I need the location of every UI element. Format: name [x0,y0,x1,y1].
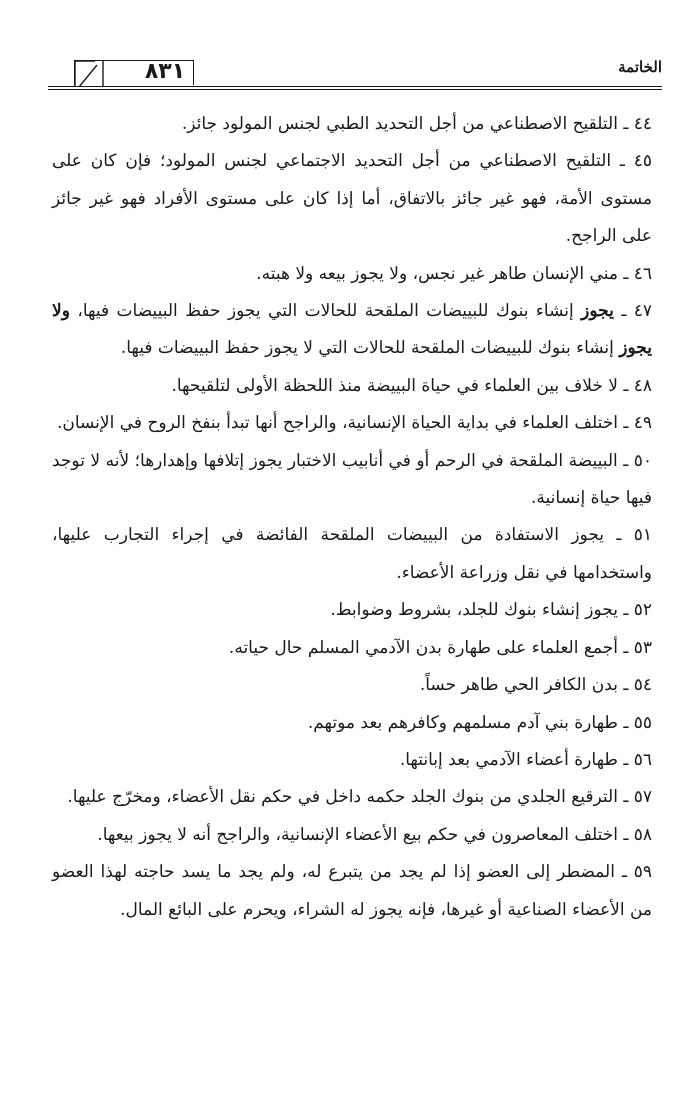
list-item: ٥٩ ـ المضطر إلى العضو إذا لم يجد من يتبرع له، ولم يجد ما يسد حاجته لهذا العضو من الأعضاء الصناعية أو غيرها، فإنه يجوز له الشراء، ويحرم على البائع المال. [52,862,652,920]
list-item: ٥٢ ـ يجوز إنشاء بنوك للجلد، بشروط وضوابط. [330,600,652,621]
item-text-part: إنشاء بنوك للبييضات الملقحة للحالات التي لا يجوز حفظ البييضات فيها. [120,338,620,359]
list-item: ٥٦ ـ طهارة أعضاء الآدمي بعد إبانتها. [399,749,652,770]
list-item: ٤٨ ـ لا خلاف بين العلماء في حياة البييضة منذ اللحظة الأولى لتلقيحها. [171,375,652,396]
list-item: ٥٥ ـ طهارة بني آدم مسلمهم وكافرهم بعد موتهم. [307,712,652,733]
list-item [52,293,652,368]
conclusion-list [52,106,652,929]
header-rule [48,86,662,87]
page-number-box [74,60,194,85]
header-rule-thin [48,89,662,90]
corner-ornament-icon [73,59,113,87]
list-item: ٥١ ـ يجوز الاستفادة من البييضات الملقحة الفائضة في إجراء التجارب عليها، واستخدامها في نقل وزراعة الأعضاء. [52,525,652,583]
list-item: ٥٤ ـ بدن الكافر الحي طاهر حساً. [419,675,652,696]
bold-term: ولا يجوز [52,301,652,359]
list-item: ٥٧ ـ الترقيع الجلدي من بنوك الجلد حكمه داخل في حكم نقل الأعضاء، ومخرّج عليها. [67,787,652,808]
list-item: ٥٠ ـ البييضة الملقحة في الرحم أو في أنابيب الاختبار يجوز إتلافها وإهدارها؛ لأنه لا توجد فيها حياة إنسانية. [52,450,652,509]
list-item: ٥٨ ـ اختلف المعاصرون في حكم بيع الأعضاء الإنسانية، والراجح أنه لا يجوز بيعها. [97,824,652,845]
item-number-prefix: ٤٧ ـ [613,301,653,322]
chapter-title: الخاتمة [618,58,662,76]
page-header [48,52,662,92]
item-text-part: إنشاء بنوك للبييضات الملقحة للحالات التي يجوز حفظ البييضات فيها، [69,301,582,322]
list-item: ٤٦ ـ مني الإنسان طاهر غير نجس، ولا يجوز بيعه ولا هبته. [256,263,652,284]
page-number: ٨٣١ [144,59,186,84]
list-item: ٤٩ ـ اختلف العلماء في بداية الحياة الإنسانية، والراجح أنها تبدأ بنفخ الروح في الإنسان. [56,413,652,434]
list-item: ٤٤ ـ التلقيح الاصطناعي من أجل التحديد الطبي لجنس المولود جائز. [181,114,652,134]
list-item: ٤٥ ـ التلقيح الاصطناعي من أجل التحديد الاجتماعي لجنس المولود؛ فإن كان على مستوى الأمة، فهو غير جائز بالاتفاق، أما إذا كان على مستوى الأفراد فهو غير جائز على الراجح. [52,151,652,247]
list-item: ٥٣ ـ أجمع العلماء على طهارة بدن الآدمي المسلم حال حياته. [228,637,652,658]
bold-term: يجوز [581,301,614,322]
